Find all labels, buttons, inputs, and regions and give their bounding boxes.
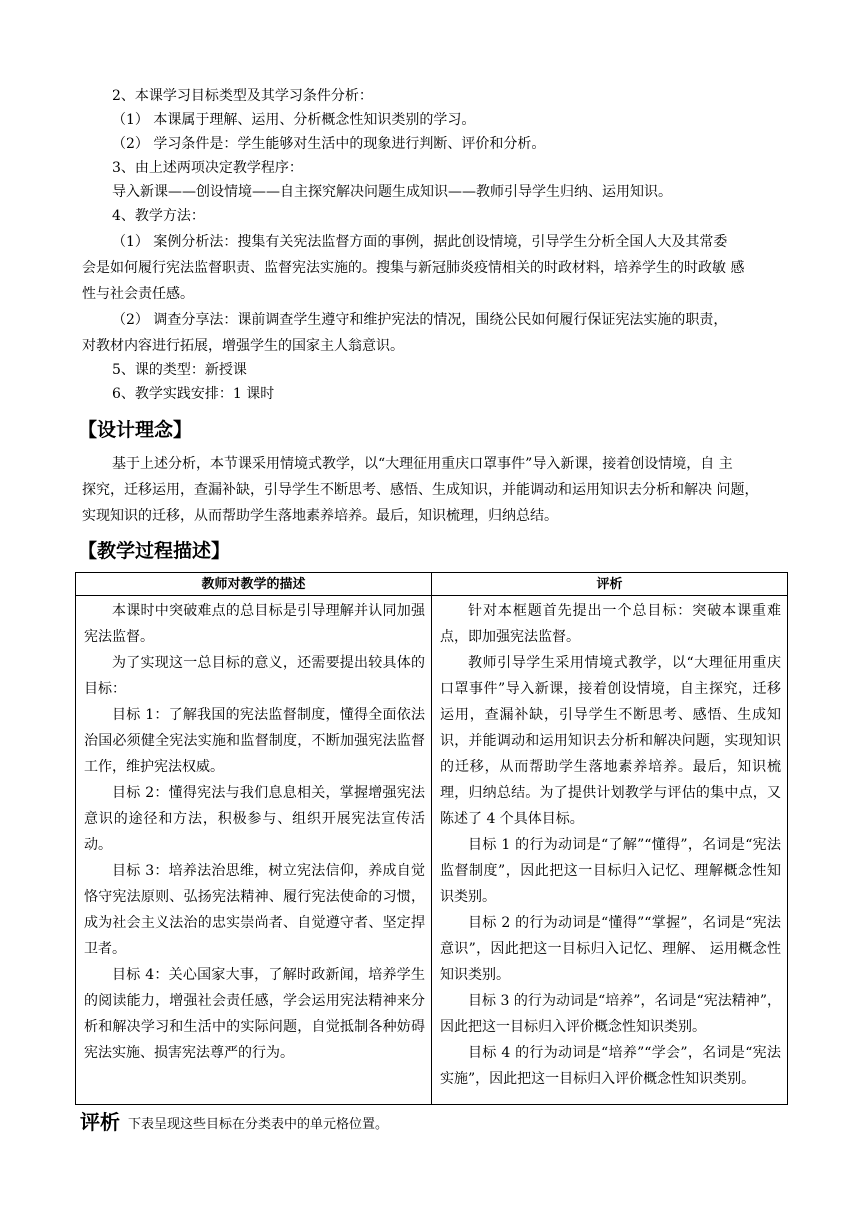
intro-line: （2） 调查分享法：课前调查学生遵守和维护宪法的情况，围绕公民如何履行保证宪法实施的职责， [112, 312, 728, 328]
intro-line: 3、由上述两项决定教学程序： [112, 160, 303, 176]
analysis-paragraph: 目标 3 的行为动词是“培养”，名词是“宪法精神”，因此把这一目标归入评价概念性知识类别。 [440, 993, 781, 1035]
design-heading: 【设计理念】 [78, 419, 193, 441]
footer-label: 评析 [80, 1110, 120, 1134]
intro-line: 2、本课学习目标类型及其学习条件分析： [112, 88, 373, 104]
analysis-paragraph: 目标 2 的行为动词是“懂得”“掌握”，名词是“宪法意识”，因此把这一目标归入记忆、理解、 运用概念性知识类别。 [440, 915, 781, 983]
intro-line: （2） 学习条件是：学生能够对生活中的现象进行判断、评价和分析。 [112, 136, 546, 152]
intro-line: 会是如何履行宪法监督职责、监督宪法实施的。搜集与新冠肺炎疫情相关的时政材料，培养学生的时政敏 感 [82, 260, 745, 276]
description-paragraph: 为了实现这一总目标的意义，还需要提出较具体的目标： [84, 655, 425, 697]
intro-line: （1） 案例分析法：搜集有关宪法监督方面的事例，据此创设情境，引导学生分析全国人大及其常委 [112, 234, 728, 250]
analysis-paragraph: 针对本框题首先提出一个总目标：突破本课重难点，即加强宪法监督。 [440, 603, 781, 645]
description-paragraph: 目标 3：培养法治思维，树立宪法信仰，养成自觉恪守宪法原则、弘扬宪法精神、履行宪法使命的习惯，成为社会主义法治的忠实崇尚者、自觉遵守者、坚定捍卫者。 [84, 863, 425, 957]
table-header-row [76, 573, 788, 596]
design-line: 实现知识的迁移，从而帮助学生落地素养培养。最后，知识梳理，归纳总结。 [82, 508, 558, 524]
intro-line: 4、教学方法： [112, 208, 205, 224]
description-paragraph: 目标 4：关心国家大事，了解时政新闻，培养学生的阅读能力，增强社会责任感，学会运用宪法精神来分析和解决学习和生活中的实际问题，自觉抵制各种妨碍宪法实施、损害宪法尊严的行为。 [84, 967, 425, 1061]
intro-line: （1） 本课属于理解、运用、分析概念性知识类别的学习。 [112, 112, 476, 128]
intro-line: 性与社会责任感。 [82, 286, 194, 302]
description-paragraph: 本课时中突破难点的总目标是引导理解并认同加强宪法监督。 [84, 603, 425, 645]
analysis-paragraph: 目标 4 的行为动词是“培养”“学会”，名词是“宪法实施”，因此把这一目标归入评价概念性知识类别。 [440, 1045, 781, 1087]
design-line: 探究，迁移运用，查漏补缺，引导学生不断思考、感悟、生成知识，并能调动和运用知识去分析和解决 问题， [82, 482, 759, 498]
analysis-paragraph: 教师引导学生采用情境式教学，以“大理征用重庆口罩事件”导入新课，接着创设情境，自主探究，迁移运用，查漏补缺，引导学生不断思考、感悟、生成知识，并能调动和运用知识去分析和解决问题，实现知识的迁移，从而帮助学生落地素养培养。最后，知识梳理，归纳总结。为了提供计划教学与评估的集中点，又陈述了 4 个具体目标。 [440, 655, 781, 827]
column-header-description: 教师对教学的描述 [76, 573, 432, 596]
description-paragraph: 目标 1：了解我国的宪法监督制度，懂得全面依法治国必须健全宪法实施和监督制度，不断加强宪法监督工作，维护宪法权威。 [84, 707, 425, 775]
footer-text: 下表呈现这些目标在分类表中的单元格位置。 [128, 1117, 389, 1132]
intro-line: 导入新课——创设情境——自主探究解决问题生成知识——教师引导学生归纳、运用知识。 [112, 184, 672, 200]
description-cell [76, 596, 432, 1105]
design-line: 基于上述分析，本节课采用情境式教学，以“大理征用重庆口罩事件”导入新课，接着创设情境，自 主 [112, 456, 733, 472]
teaching-process-table [75, 572, 788, 1105]
description-paragraph: 目标 2：懂得宪法与我们息息相关，掌握增强宪法意识的途径和方法，积极参与、组织开展宪法宣传活动。 [84, 785, 425, 853]
analysis-paragraph: 目标 1 的行为动词是“了解”“懂得”，名词是“宪法监督制度”，因此把这一目标归入记忆、理解概念性知识类别。 [440, 837, 781, 905]
intro-line: 对教材内容进行拓展，增强学生的国家主人翁意识。 [82, 338, 404, 354]
table-row [76, 596, 788, 1105]
column-header-analysis: 评析 [432, 573, 788, 596]
process-heading: 【教学过程描述】 [78, 540, 231, 562]
intro-line: 5、课的类型：新授课 [112, 362, 247, 378]
footer-line [80, 1106, 388, 1135]
analysis-cell [432, 596, 788, 1105]
intro-line: 6、教学实践安排：1 课时 [112, 386, 275, 402]
